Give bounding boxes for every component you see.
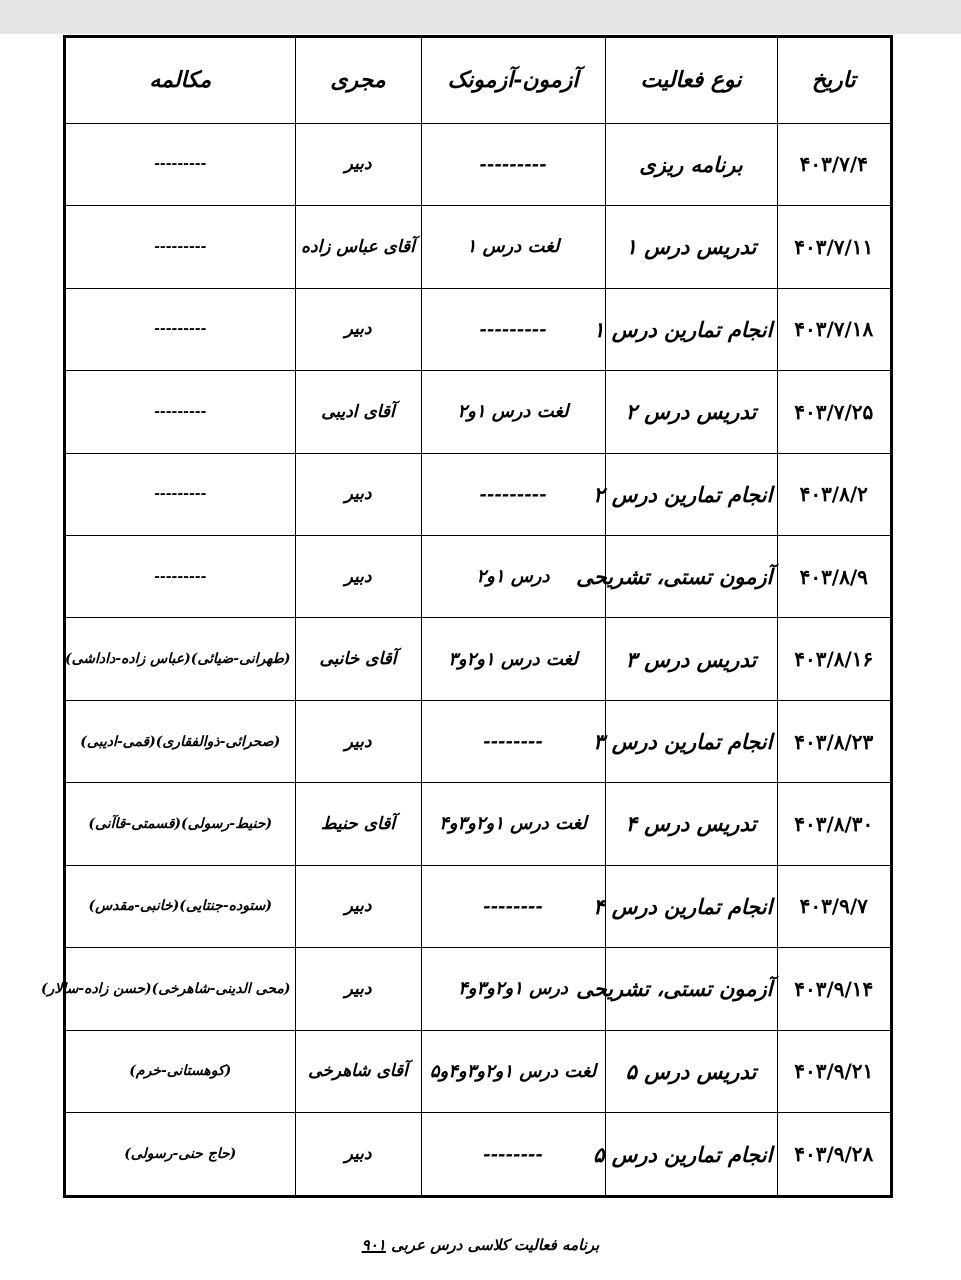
conversation-cell: (کوهستانی-خرم): [66, 1030, 295, 1112]
performer-cell: دبیر: [295, 865, 421, 947]
date-cell: ۴۰۳/۹/۲۱: [777, 1030, 890, 1112]
exam-cell: --------: [421, 1113, 605, 1196]
conversation-cell: ---------: [66, 453, 295, 535]
conversation-cell: (ستوده-جنتایی)(خانبی-مقدس): [66, 865, 295, 947]
date-cell: ۴۰۳/۷/۱۸: [777, 288, 890, 370]
conversation-cell: ---------: [66, 371, 295, 453]
date-cell: ۴۰۳/۹/۱۴: [777, 948, 890, 1030]
conversation-cell: ---------: [66, 288, 295, 370]
conversation-cell: ---------: [66, 535, 295, 617]
table-row: [66, 535, 890, 617]
performer-cell: آقای شاهرخی: [295, 1030, 421, 1112]
performer-cell: دبیر: [295, 453, 421, 535]
exam-cell: ---------: [421, 288, 605, 370]
table-row: [66, 865, 890, 947]
exam-cell: --------: [421, 700, 605, 782]
exam-cell: --------: [421, 865, 605, 947]
date-cell: ۴۰۳/۸/۲۳: [777, 700, 890, 782]
performer-cell: دبیر: [295, 948, 421, 1030]
conversation-cell: (حنیط-رسولی)(قسمتی-قاآنی): [66, 783, 295, 865]
activity-cell: تدریس درس ۱: [605, 206, 777, 288]
conversation-cell: (طهرانی-ضیائی)(عباس زاده-داداشی): [66, 618, 295, 700]
activity-cell: انجام تمارین درس ۵: [605, 1113, 777, 1196]
table-row: [66, 453, 890, 535]
date-cell: ۴۰۳/۸/۲: [777, 453, 890, 535]
exam-cell: درس ۱و۲: [421, 535, 605, 617]
header-conversation: مکالمه: [66, 38, 295, 123]
exam-cell: لغت درس ۱و۲و۳: [421, 618, 605, 700]
caption-text: برنامه فعالیت کلاسی درس عربی: [391, 1236, 600, 1254]
activity-cell: تدریس درس ۳: [605, 618, 777, 700]
performer-cell: دبیر: [295, 288, 421, 370]
table-row: [66, 206, 890, 288]
activity-cell: آزمون تستی، تشریحی: [605, 948, 777, 1030]
exam-cell: لغت درس ۱: [421, 206, 605, 288]
activity-cell: انجام تمارین درس ۴: [605, 865, 777, 947]
header-activity: نوع فعالیت: [605, 38, 777, 123]
table-row: [66, 288, 890, 370]
header-performer: مجری: [295, 38, 421, 123]
header-exam: آزمون-آزمونک: [421, 38, 605, 123]
date-cell: ۴۰۳/۷/۱۱: [777, 206, 890, 288]
date-cell: ۴۰۳/۹/۲۸: [777, 1113, 890, 1196]
activity-cell: انجام تمارین درس ۳: [605, 700, 777, 782]
exam-cell: لغت درس ۱و۲و۳و۴: [421, 783, 605, 865]
date-cell: ۴۰۳/۷/۲۵: [777, 371, 890, 453]
activity-cell: برنامه ریزی: [605, 123, 777, 205]
activity-cell: تدریس درس ۲: [605, 371, 777, 453]
performer-cell: آقای ادیبی: [295, 371, 421, 453]
performer-cell: آقای عباس زاده: [295, 206, 421, 288]
conversation-cell: ---------: [66, 206, 295, 288]
exam-cell: ---------: [421, 453, 605, 535]
activity-cell: تدریس درس ۴: [605, 783, 777, 865]
exam-cell: درس ۱و۲و۳و۴: [421, 948, 605, 1030]
exam-cell: لغت درس ۱و۲: [421, 371, 605, 453]
conversation-cell: (محی الدینی-شاهرخی)(حسن زاده-سالار): [66, 948, 295, 1030]
activity-cell: انجام تمارین درس ۱: [605, 288, 777, 370]
caption-course-number: ۹۰۱: [361, 1236, 386, 1254]
date-cell: ۴۰۳/۷/۴: [777, 123, 890, 205]
top-gray-band: [0, 0, 961, 34]
exam-cell: ---------: [421, 123, 605, 205]
date-cell: ۴۰۳/۸/۳۰: [777, 783, 890, 865]
table-row: [66, 371, 890, 453]
table-row: [66, 783, 890, 865]
conversation-cell: (صحرائی-ذوالفقاری)(قمی-ادیبی): [66, 700, 295, 782]
performer-cell: آقای حنیط: [295, 783, 421, 865]
table-row: [66, 123, 890, 205]
table-row: [66, 1030, 890, 1112]
performer-cell: دبیر: [295, 1113, 421, 1196]
performer-cell: دبیر: [295, 535, 421, 617]
date-cell: ۴۰۳/۸/۱۶: [777, 618, 890, 700]
header-date: تاریخ: [777, 38, 890, 123]
performer-cell: آقای خانبی: [295, 618, 421, 700]
activity-cell: تدریس درس ۵: [605, 1030, 777, 1112]
table-row: [66, 948, 890, 1030]
table-header-row: [66, 38, 890, 123]
table-row: [66, 1113, 890, 1196]
exam-cell: لغت درس ۱و۲و۳و۴و۵: [421, 1030, 605, 1112]
table-row: [66, 700, 890, 782]
performer-cell: دبیر: [295, 123, 421, 205]
date-cell: ۴۰۳/۹/۷: [777, 865, 890, 947]
table-row: [66, 618, 890, 700]
date-cell: ۴۰۳/۸/۹: [777, 535, 890, 617]
performer-cell: دبیر: [295, 700, 421, 782]
conversation-cell: ---------: [66, 123, 295, 205]
activity-cell: آزمون تستی، تشریحی: [605, 535, 777, 617]
conversation-cell: (حاج حنی-رسولی): [66, 1113, 295, 1196]
activity-cell: انجام تمارین درس ۲: [605, 453, 777, 535]
page-caption: [0, 1236, 961, 1254]
schedule-table-frame: [40, 35, 893, 1198]
schedule-table: [40, 38, 890, 1195]
